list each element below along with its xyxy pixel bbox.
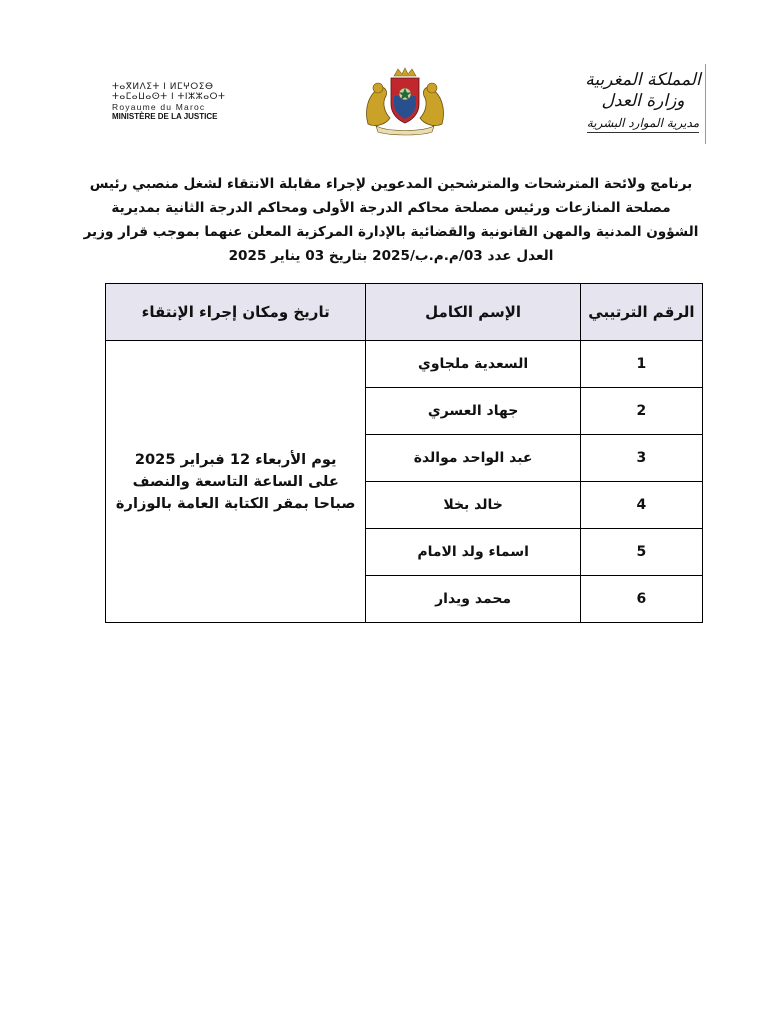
date-line: يوم الأربعاء 12 فبراير 2025	[134, 450, 337, 468]
tifinagh-line: ⵜⴰⴳⵍⴷⵉⵜ ⵏ ⵍⵎⵖⵔⵉⴱ	[112, 82, 214, 92]
candidates-table	[105, 283, 703, 623]
table-row	[106, 341, 703, 388]
title-line-4: العدل عدد 03/م.م.ب/2025 بتاريخ 03 يناير 2025	[228, 248, 554, 264]
name-cell: اسماء ولد الامام	[366, 529, 580, 576]
name-cell: محمد ويدار	[366, 576, 580, 623]
document-title	[78, 172, 704, 268]
letterhead-frame	[701, 64, 706, 144]
title-line-2: مصلحة المنازعات ورئيس مصلحة محاكم الدرجة الأولى ومحاكم الدرجة الثانية بمديرية	[111, 200, 671, 216]
rank-cell: 2	[580, 388, 702, 435]
letterhead-left	[112, 82, 242, 122]
table-header-row	[106, 284, 703, 341]
letterhead-right	[584, 70, 702, 142]
rank-cell: 1	[580, 341, 702, 388]
name-cell: السعدية ملجاوي	[366, 341, 580, 388]
coat-of-arms-icon	[358, 66, 452, 136]
header-full-name: الإسم الكامل	[366, 284, 580, 341]
name-cell: خالد بخلا	[366, 482, 580, 529]
time-line: على الساعة التاسعة والنصف	[132, 472, 339, 490]
title-line-3: الشؤون المدنية والمهن القانونية والقضائية بالإدارة المركزية المعلن عنهما بموجب قرار وزير	[83, 224, 699, 240]
name-cell: جهاد العسري	[366, 388, 580, 435]
ministry-label-fr: MINISTÈRE DE LA JUSTICE	[112, 112, 218, 121]
ministry-label-ar: وزارة العدل	[601, 91, 685, 111]
rank-cell: 6	[580, 576, 702, 623]
directorate-label-ar: مديرية الموارد البشرية	[587, 114, 699, 133]
date-place-cell	[106, 341, 366, 623]
header-rank: الرقم الترتيبي	[580, 284, 702, 341]
tifinagh-line-2: ⵜⴰⵎⴰⵡⴰⵙⵜ ⵏ ⵜⵏⵣⵣⴰⵔⵜ	[112, 92, 226, 102]
rank-cell: 5	[580, 529, 702, 576]
place-line: صباحا بمقر الكتابة العامة بالوزارة	[115, 494, 356, 512]
rank-cell: 4	[580, 482, 702, 529]
kingdom-label-ar: المملكة المغربية	[585, 70, 701, 90]
letterhead	[0, 62, 768, 152]
header-date-place: تاريخ ومكان إجراء الإنتقاء	[106, 284, 366, 341]
title-line-1: برنامج ولائحة المترشحات والمترشحين المدعوين لإجراء مقابلة الانتقاء لشغل منصبي رئيس	[89, 176, 693, 192]
rank-cell: 3	[580, 435, 702, 482]
name-cell: عبد الواحد موالدة	[366, 435, 580, 482]
kingdom-label-fr: Royaume du Maroc	[112, 102, 206, 112]
